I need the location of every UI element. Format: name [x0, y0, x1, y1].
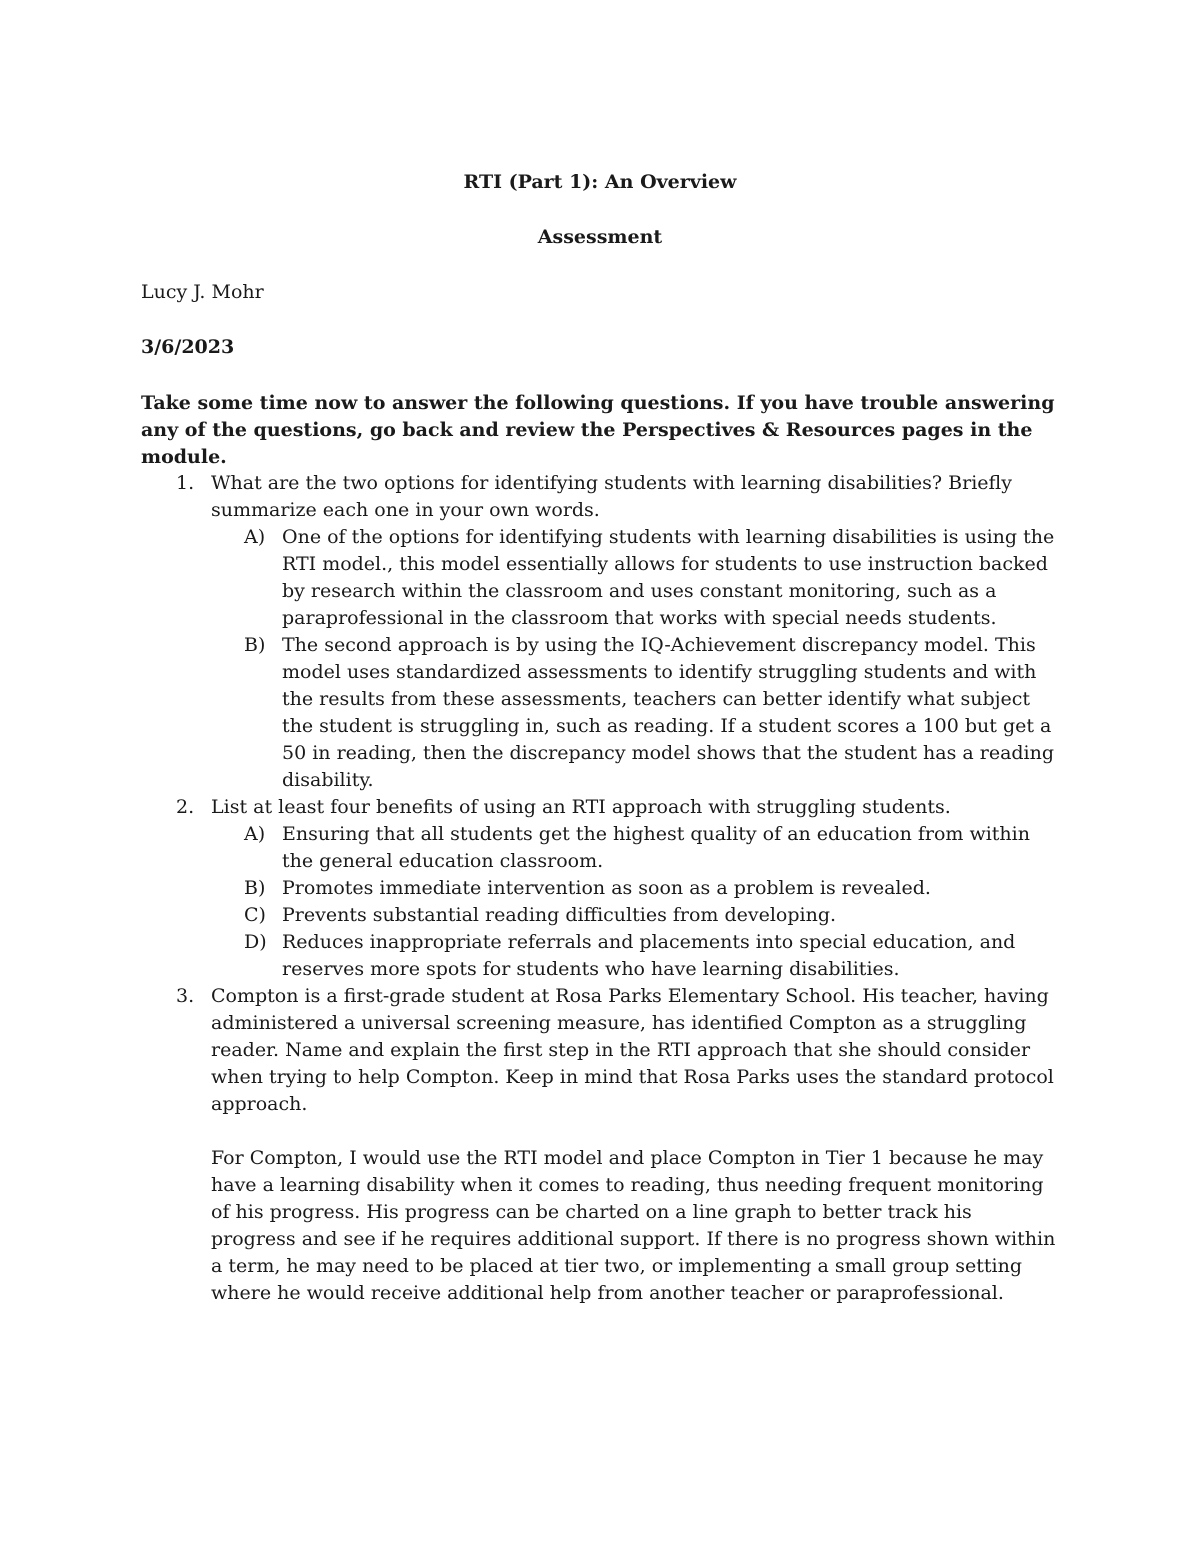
question-text: What are the two options for identifying students with learning disabilities? Briefly summarize each one in your own words.	[211, 472, 1012, 521]
answer-text: Prevents substantial reading difficulties from developing.	[282, 904, 837, 926]
answer-letter: B)	[244, 877, 266, 899]
answer-item	[211, 632, 1061, 794]
question-number: 2.	[176, 796, 195, 818]
answer-letter: A)	[244, 823, 266, 845]
document-title: RTI (Part 1): An Overview	[463, 171, 737, 193]
answer-letter: B)	[244, 634, 266, 656]
question-2	[141, 794, 1061, 983]
question-number: 1.	[176, 472, 195, 494]
answer-list	[211, 821, 1061, 983]
answer-letter: C)	[244, 904, 266, 926]
answer-text: Reduces inappropriate referrals and placements into special education, and reserves more spots for students who have learning disabilities.	[282, 931, 1016, 980]
document-subtitle: Assessment	[537, 226, 663, 248]
question-1	[141, 470, 1061, 794]
author-name: Lucy J. Mohr	[141, 281, 264, 303]
question-list	[141, 470, 1061, 1307]
answer-text: The second approach is by using the IQ-Achievement discrepancy model. This model uses standardized assessments to identify struggling students and with the results from these assessments, teachers can better identify what subject the student is struggling in, such as reading. If a student scores a 100 but get a 50 in reading, then the discrepancy model shows that the student has a reading disability.	[282, 634, 1055, 791]
answer-text: Ensuring that all students get the highest quality of an education from within the general education classroom.	[282, 823, 1030, 872]
instructions: Take some time now to answer the following questions. If you have trouble answering any of the questions, go back and review the Perspectives & Resources pages in the module.	[141, 392, 1055, 468]
answer-letter: A)	[244, 526, 266, 548]
answer-item	[211, 524, 1061, 632]
answer-list	[211, 524, 1061, 794]
answer-item	[211, 875, 1061, 902]
answer-letter: D)	[244, 931, 267, 953]
question-number: 3.	[176, 985, 195, 1007]
answer-text: Promotes immediate intervention as soon as a problem is revealed.	[282, 877, 931, 899]
answer-text: One of the options for identifying students with learning disabilities is using the RTI model., this model essentially allows for students to use instruction backed by research within the classroom and uses constant monitoring, such as a paraprofessional in the classroom that works with special needs students.	[282, 526, 1055, 629]
answer-item	[211, 821, 1061, 875]
document-date: 3/6/2023	[141, 336, 235, 358]
question-text: List at least four benefits of using an RTI approach with struggling students.	[211, 796, 951, 818]
question-3	[141, 983, 1061, 1307]
question-response: For Compton, I would use the RTI model and place Compton in Tier 1 because he may have a learning disability when it comes to reading, thus needing frequent monitoring of his progress. His progress can be charted on a line graph to better track his progress and see if he requires additional support. If there is no progress shown within a term, he may need to be placed at tier two, or implementing a small group setting where he would receive additional help from another teacher or paraprofessional.	[211, 1147, 1056, 1304]
answer-item	[211, 929, 1061, 983]
question-text: Compton is a first-grade student at Rosa Parks Elementary School. His teacher, having administered a universal screening measure, has identified Compton as a struggling reader. Name and explain the first step in the RTI approach that she should consider when trying to help Compton. Keep in mind that Rosa Parks uses the standard protocol approach.	[211, 985, 1054, 1115]
answer-item	[211, 902, 1061, 929]
